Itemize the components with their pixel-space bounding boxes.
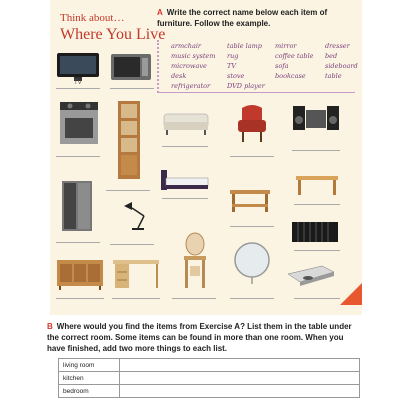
word-bank-item: TV bbox=[227, 62, 237, 70]
coffee-table-image bbox=[228, 186, 272, 216]
exercise-b-instructions bbox=[47, 322, 357, 354]
answer-line[interactable] bbox=[106, 190, 150, 191]
armchair-image bbox=[236, 104, 268, 144]
word-bank-item: sideboard bbox=[325, 62, 358, 70]
answer-line[interactable] bbox=[110, 88, 154, 89]
stove-image bbox=[58, 100, 100, 146]
answer-line[interactable] bbox=[56, 298, 104, 299]
word-bank-item: armchair bbox=[171, 42, 202, 50]
rug-image bbox=[290, 220, 340, 244]
bookcase-image bbox=[117, 100, 141, 180]
room-label: kitchen bbox=[59, 372, 120, 385]
page-corner-tab bbox=[340, 283, 362, 305]
refrigerator-image bbox=[60, 180, 94, 232]
word-bank-item: DVD player bbox=[227, 82, 265, 90]
room-answer-cell[interactable] bbox=[120, 385, 360, 398]
mirror-image bbox=[232, 242, 272, 286]
word-bank-item: rug bbox=[227, 52, 239, 60]
word-bank-item: stove bbox=[227, 72, 245, 80]
music-system-image bbox=[292, 104, 340, 132]
where-you-live-title: Where You Live bbox=[60, 26, 166, 44]
dresser-image bbox=[180, 232, 210, 290]
exercise-a-instructions bbox=[157, 8, 355, 30]
table-row bbox=[59, 372, 360, 385]
word-bank-item: bookcase bbox=[275, 72, 306, 80]
word-bank-item: dresser bbox=[325, 42, 350, 50]
answer-line[interactable] bbox=[162, 198, 208, 199]
rooms-table bbox=[58, 358, 360, 398]
answer-line[interactable] bbox=[294, 298, 340, 299]
word-bank-item: desk bbox=[171, 72, 187, 80]
exercise-a-letter: A bbox=[157, 8, 163, 17]
word-bank-item: microwave bbox=[171, 62, 207, 70]
think-about-heading bbox=[60, 12, 165, 44]
table-lamp-image bbox=[118, 200, 152, 232]
answer-line[interactable] bbox=[230, 226, 274, 227]
answer-line[interactable] bbox=[162, 146, 208, 147]
exercise-b-text: Where would you find the items from Exercise A? List them in the table under the correct room. Some items can be found in more than one room. When you have finished, add two more things to each list. bbox=[47, 322, 352, 353]
bed-image bbox=[160, 168, 210, 192]
word-bank bbox=[157, 40, 358, 93]
word-bank-item: bed bbox=[325, 52, 338, 60]
answer-line[interactable] bbox=[230, 156, 274, 157]
answer-line[interactable] bbox=[294, 250, 340, 251]
answer-line[interactable] bbox=[110, 244, 154, 245]
answer-line[interactable] bbox=[112, 298, 160, 299]
table-row bbox=[59, 359, 360, 372]
desk-image bbox=[112, 258, 160, 290]
word-bank-item: mirror bbox=[275, 42, 297, 50]
room-answer-cell[interactable] bbox=[120, 372, 360, 385]
sideboard-image bbox=[56, 258, 104, 290]
sofa-image bbox=[162, 110, 210, 136]
answer-line[interactable] bbox=[230, 298, 274, 299]
word-bank-item: refrigerator bbox=[171, 82, 211, 90]
word-bank-item: table lamp bbox=[227, 42, 262, 50]
answer-line[interactable] bbox=[56, 156, 100, 157]
word-bank-item: sofa bbox=[275, 62, 289, 70]
word-bank-item: coffee table bbox=[275, 52, 314, 60]
word-bank-item: table bbox=[325, 72, 342, 80]
exercise-a-text: Write the correct name below each item of furniture. Follow the example. bbox=[157, 8, 328, 28]
dvd-player-image bbox=[286, 264, 336, 286]
answer-line[interactable] bbox=[56, 88, 100, 89]
exercise-b-letter: B bbox=[47, 322, 53, 331]
answer-line[interactable] bbox=[292, 150, 340, 151]
word-bank-item: music system bbox=[171, 52, 216, 60]
tv-image bbox=[56, 52, 100, 82]
example-answer: TV bbox=[74, 80, 82, 86]
microwave-image bbox=[110, 52, 152, 82]
answer-line[interactable] bbox=[172, 298, 216, 299]
room-label: living room bbox=[59, 359, 120, 372]
answer-line[interactable] bbox=[56, 242, 100, 243]
answer-line[interactable] bbox=[294, 204, 340, 205]
room-answer-cell[interactable] bbox=[120, 359, 360, 372]
room-label: bedroom bbox=[59, 385, 120, 398]
think-about-line: Think about… bbox=[60, 12, 125, 24]
table-image bbox=[294, 172, 340, 196]
table-row bbox=[59, 385, 360, 398]
